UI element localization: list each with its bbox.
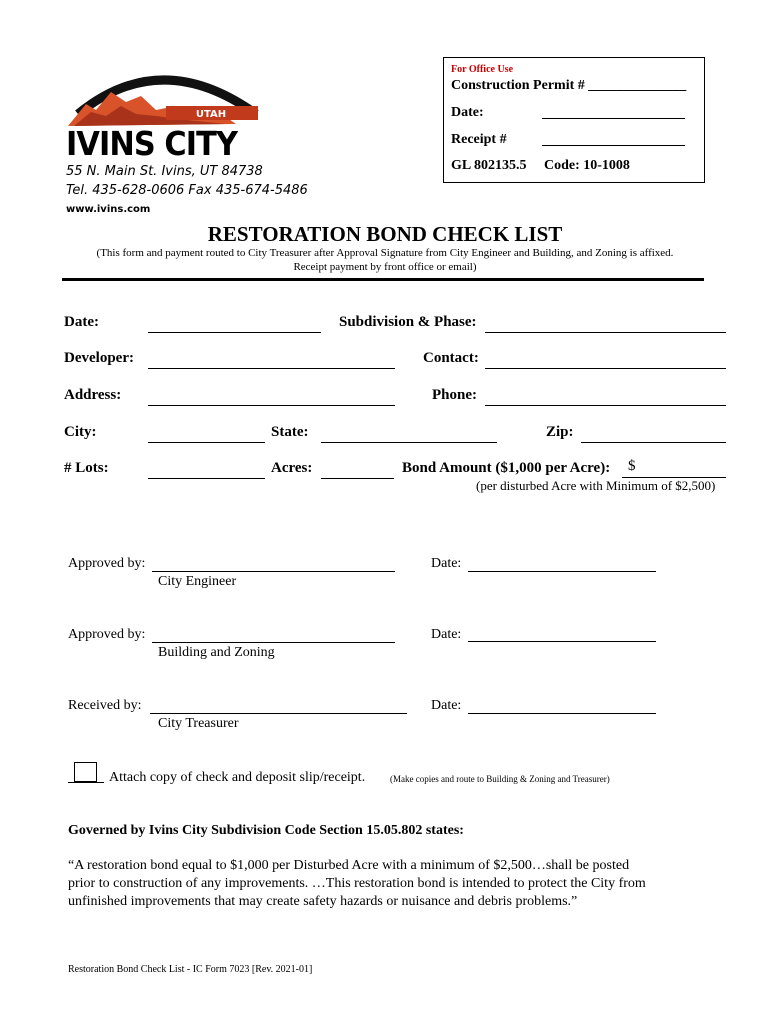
office-use-label: For Office Use <box>451 64 514 75</box>
lots-label: # Lots: <box>64 460 109 476</box>
city-name: IVINS CITY <box>66 124 238 163</box>
city-phones: Tel. 435-628-0606 Fax 435-674-5486 <box>66 183 308 198</box>
state-label: State: <box>271 424 309 440</box>
contact-field[interactable] <box>485 352 726 369</box>
approved-by-engineer-field[interactable] <box>152 555 395 572</box>
governed-heading: Governed by Ivins City Subdivision Code Section 15.05.802 states: <box>68 823 464 838</box>
acres-label: Acres: <box>271 460 313 476</box>
office-use-box <box>443 57 705 183</box>
receipt-field[interactable] <box>542 129 685 146</box>
received-by-field[interactable] <box>150 697 407 714</box>
city-treasurer-role: City Treasurer <box>158 716 239 731</box>
city-label: City: <box>64 424 97 440</box>
state-field[interactable] <box>321 426 497 443</box>
lots-field[interactable] <box>148 462 265 479</box>
form-footer: Restoration Bond Check List - IC Form 7023 [Rev. 2021-01] <box>68 964 313 975</box>
logo-utah: UTAH <box>195 109 227 120</box>
address-label: Address: <box>64 387 122 403</box>
quote-line-2: prior to construction of any improvements. …This restoration bond is intended to protect the City from <box>68 876 646 891</box>
page-title: RESTORATION BOND CHECK LIST <box>207 222 563 246</box>
treasurer-date-label: Date: <box>431 698 462 713</box>
zoning-date-label: Date: <box>431 627 462 642</box>
zoning-date-field[interactable] <box>468 625 656 642</box>
receipt-label: Receipt # <box>451 132 507 147</box>
title-divider <box>62 278 704 281</box>
construction-permit-field[interactable]: Construction Permit # ______________ <box>451 78 687 93</box>
address-field[interactable] <box>148 389 395 406</box>
bond-amount-field[interactable] <box>622 458 726 478</box>
date-field[interactable] <box>148 316 321 333</box>
date-label: Date: <box>64 314 99 330</box>
gl-number: GL 802135.5 <box>451 158 527 173</box>
city-website: www.ivins.com <box>66 204 151 215</box>
attach-text: Attach copy of check and deposit slip/receipt. <box>109 770 366 785</box>
attach-checkbox[interactable] <box>74 762 97 782</box>
phone-field[interactable] <box>485 389 726 406</box>
developer-label: Developer: <box>64 350 134 366</box>
bond-note: (per disturbed Acre with Minimum of $2,500) <box>476 478 716 493</box>
office-date-field[interactable] <box>542 102 685 119</box>
subdivision-label: Subdivision & Phase: <box>339 314 477 330</box>
subtitle-line-1: (This form and payment routed to City Treasurer after Approval Signature from City Engineer and Building, and Zoning is affixed. <box>96 247 674 259</box>
developer-field[interactable] <box>148 352 395 369</box>
zip-label: Zip: <box>546 424 574 440</box>
bond-amount-label: Bond Amount ($1,000 per Acre): <box>402 460 611 476</box>
approved-by-zoning-field[interactable] <box>152 626 395 643</box>
approved-by-engineer-label: Approved by: <box>68 556 146 571</box>
approved-by-zoning-label: Approved by: <box>68 627 146 642</box>
zip-field[interactable] <box>581 426 726 443</box>
quote-line-1: “A restoration bond equal to $1,000 per Disturbed Acre with a minimum of $2,500…shall be posted <box>68 858 630 873</box>
engineer-date-field[interactable] <box>468 555 656 572</box>
quote-line-3: unfinished improvements that may create safety hazards or nuisance and debris problems.” <box>68 894 578 909</box>
engineer-date-label: Date: <box>431 556 462 571</box>
attach-note: (Make copies and route to Building & Zoning and Treasurer) <box>390 774 610 784</box>
treasurer-date-field[interactable] <box>468 697 656 714</box>
phone-label: Phone: <box>432 387 477 403</box>
bond-dollar-sign: $ <box>628 458 636 474</box>
building-zoning-role: Building and Zoning <box>158 645 275 660</box>
office-date-label: Date: <box>451 105 484 120</box>
received-by-label: Received by: <box>68 698 142 713</box>
contact-label: Contact: <box>423 350 479 366</box>
city-address: 55 N. Main St. Ivins, UT 84738 <box>66 164 263 179</box>
code-number: Code: 10-1008 <box>544 158 630 173</box>
subtitle-line-2: Receipt payment by front office or email) <box>293 261 477 273</box>
subdivision-field[interactable] <box>485 316 726 333</box>
city-engineer-role: City Engineer <box>158 574 237 589</box>
city-field[interactable] <box>148 426 265 443</box>
acres-field[interactable] <box>321 462 394 479</box>
